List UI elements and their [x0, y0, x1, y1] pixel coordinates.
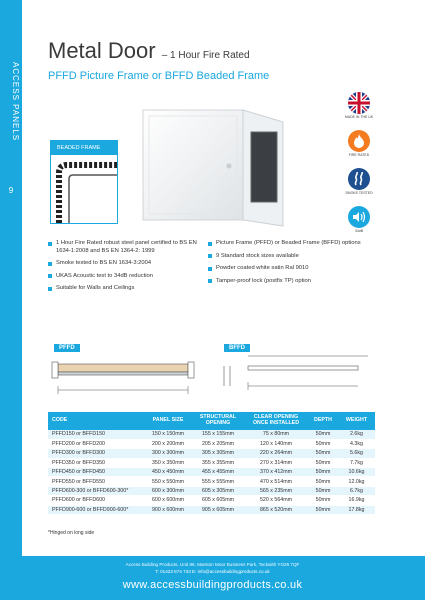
table-cell: 600 x 300mm [144, 486, 192, 495]
col-depth: DEPTH [308, 412, 338, 430]
table-cell: 120 x 140mm [244, 439, 308, 448]
table-cell: 4.3kg [338, 439, 375, 448]
feature-item: 9 Standard stock sizes available [208, 253, 368, 261]
badge-label: MADE IN THE UK [344, 115, 374, 119]
table-cell: 600 x 600mm [144, 496, 192, 505]
footer [0, 556, 425, 600]
bffd-diagram [218, 340, 373, 404]
table-row [48, 439, 375, 448]
table-cell: 50mm [308, 477, 338, 486]
table-row [48, 468, 375, 477]
col-structural-opening: STRUCTURAL OPENING [192, 412, 244, 430]
table-cell: 50mm [308, 430, 338, 439]
footer-contact: T: 01423 874 733 E: info@accessbuildingproducts.co.uk [155, 569, 270, 574]
feature-list [48, 240, 378, 298]
table-cell: 50mm [308, 505, 338, 514]
table-row [48, 430, 375, 439]
feature-item: UKAS Acoustic test to 34dB reduction [48, 273, 208, 281]
col-clear-opening: CLEAR OPENING ONCE INSTALLED [244, 412, 308, 430]
table-cell: 455 x 455mm [192, 468, 244, 477]
section-diagrams [48, 340, 373, 404]
feature-item: Picture Frame (PFFD) or Beaded Frame (BFFD) options [208, 240, 368, 248]
feature-list-right [208, 240, 368, 298]
table-cell: 305 x 305mm [192, 449, 244, 458]
table-cell: 605 x 605mm [192, 496, 244, 505]
feature-list-left [48, 240, 208, 298]
badge-smoke-tested [344, 168, 374, 196]
table-cell: 16.9kg [338, 496, 375, 505]
table-cell: 550 x 550mm [144, 477, 192, 486]
table-cell: 450 x 450mm [144, 468, 192, 477]
table-cell: 220 x 264mm [244, 449, 308, 458]
table-cell: 155 x 155mm [192, 430, 244, 439]
table-cell: 50mm [308, 496, 338, 505]
table-cell: 205 x 205mm [192, 439, 244, 448]
feature-item: Smoke tested to BS EN 1634-3:2004 [48, 260, 208, 268]
badge-acoustic [344, 206, 374, 234]
table-cell: 50mm [308, 439, 338, 448]
table-cell: PFFD350 or BFFD350 [48, 458, 144, 467]
table-cell: 75 x 80mm [244, 430, 308, 439]
footer-website-link[interactable]: www.accessbuildingproducts.co.uk [122, 579, 303, 591]
page-subtitle: PFFD Picture Frame or BFFD Beaded Frame [48, 70, 270, 82]
table-row [48, 458, 375, 467]
table-cell: 150 x 150mm [144, 430, 192, 439]
badge-made-in-uk [344, 92, 374, 120]
table-cell: 50mm [308, 486, 338, 495]
footnote: *Hinged on long side [48, 530, 95, 536]
feature-item: Tamper-proof lock (postfix TP) option [208, 278, 368, 286]
table-cell: 470 x 514mm [244, 477, 308, 486]
page-title [48, 38, 250, 64]
table-cell: PFFD600-300 or BFFD600-300* [48, 486, 144, 495]
table-cell: 50mm [308, 458, 338, 467]
table-cell: 520 x 564mm [244, 496, 308, 505]
badge-label: FIRE RATED [348, 152, 370, 157]
bffd-tag: BFFD [224, 344, 250, 352]
table-cell: PFFD200 or BFFD200 [48, 439, 144, 448]
beaded-frame-inset [50, 140, 118, 224]
sidebar [0, 0, 22, 600]
table-row [48, 486, 375, 495]
page-number: 9 [8, 186, 14, 195]
feature-item: Powder coated white satin Ral 9010 [208, 265, 368, 273]
table-row [48, 505, 375, 514]
table-cell: 900 x 600mm [144, 505, 192, 514]
table-cell: 370 x 412mm [244, 468, 308, 477]
table-cell: 50mm [308, 449, 338, 458]
table-cell: 905 x 605mm [192, 505, 244, 514]
table-header-row [48, 412, 375, 430]
footer-address: Access Building Products, Unit 86, Marston Moor Business Park, Tockwith YO26 7QF [125, 562, 300, 567]
certification-badges [344, 92, 374, 243]
table-cell: 12.0kg [338, 477, 375, 486]
col-weight: WEIGHT [338, 412, 375, 430]
table-row [48, 449, 375, 458]
table-cell: 270 x 314mm [244, 458, 308, 467]
feature-item: Suitable for Walls and Ceilings [48, 285, 208, 293]
metal-door-photo [133, 102, 303, 232]
table-cell: PFFD550 or BFFD550 [48, 477, 144, 486]
table-cell: 605 x 305mm [192, 486, 244, 495]
flame-icon [348, 130, 370, 152]
table-cell: 2.6kg [338, 430, 375, 439]
table-cell: 50mm [308, 468, 338, 477]
table-cell: PFFD900-600 or BFFD900-600* [48, 505, 144, 514]
table-cell: 200 x 200mm [144, 439, 192, 448]
title-suffix: – 1 Hour Fire Rated [161, 50, 250, 61]
table-row [48, 477, 375, 486]
table-cell: 300 x 300mm [144, 449, 192, 458]
badge-fire-rated [344, 130, 374, 158]
table-cell: 565 x 235mm [244, 486, 308, 495]
speaker-icon [348, 206, 370, 228]
table-cell: 5.6kg [338, 449, 375, 458]
table-cell: 865 x 520mm [244, 505, 308, 514]
table-cell: 17.8kg [338, 505, 375, 514]
beaded-frame-label: BEADED FRAME [51, 141, 117, 155]
union-flag-icon [348, 92, 370, 114]
smoke-icon [348, 168, 370, 190]
pffd-tag: PFFD [54, 344, 80, 352]
table-cell: PFFD600 or BFFD600 [48, 496, 144, 505]
table-cell: PFFD300 or BFFD300 [48, 449, 144, 458]
table-cell: 6.7kg [338, 486, 375, 495]
badge-label: 34dB [354, 228, 364, 233]
beaded-frame-corner-image [51, 155, 117, 223]
table-cell: 350 x 350mm [144, 458, 192, 467]
table-row [48, 496, 375, 505]
table-cell: PFFD450 or BFFD450 [48, 468, 144, 477]
table-cell: 10.6kg [338, 468, 375, 477]
col-code: CODE [48, 412, 144, 430]
feature-item: 1 Hour Fire Rated robust steel panel certified to BS EN 1634-1:2008 and BS EN 1364-2: 1999 [48, 240, 208, 255]
table-cell: 555 x 555mm [192, 477, 244, 486]
sidebar-label: ACCESS PANELS [11, 62, 20, 142]
table-cell: PFFD150 or BFFD150 [48, 430, 144, 439]
table-cell: 355 x 355mm [192, 458, 244, 467]
title-main: Metal Door [48, 38, 156, 63]
product-table [48, 412, 375, 515]
badge-label: SMOKE TESTED [345, 190, 373, 195]
table-cell: 7.7kg [338, 458, 375, 467]
col-panel-size: PANEL SIZE [144, 412, 192, 430]
pffd-diagram [48, 340, 203, 404]
